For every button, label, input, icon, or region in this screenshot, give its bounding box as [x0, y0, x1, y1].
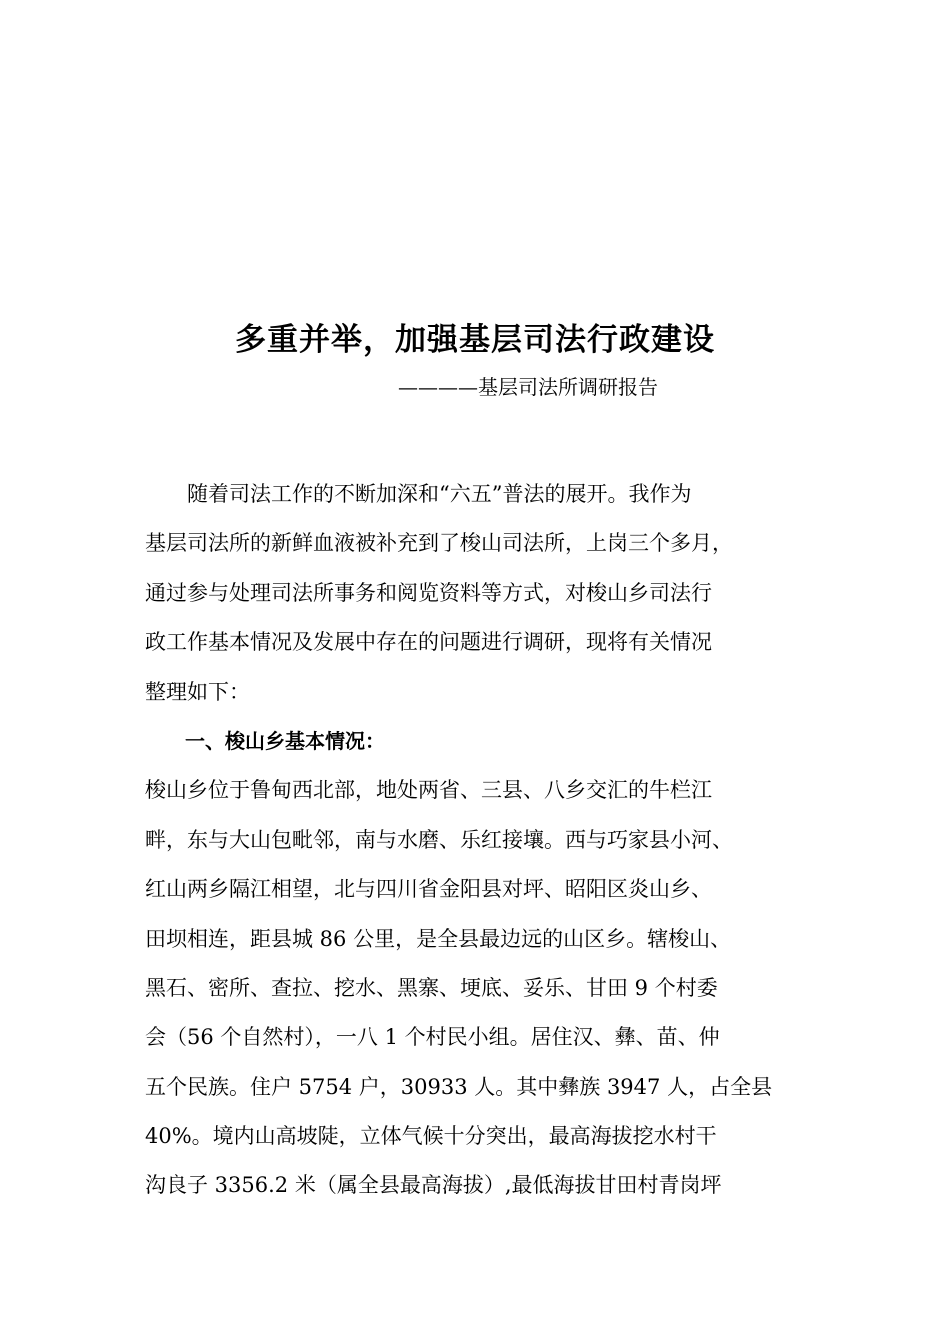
body-line: 沟良子 3356.2 米（属全县最高海拔）,最低海拔甘田村青岗坪 — [145, 1173, 722, 1198]
body-line: 通过参与处理司法所事务和阅览资料等方式，对梭山乡司法行 — [145, 580, 712, 605]
body-line: 红山两乡隔江相望，北与四川省金阳县对坪、昭阳区炎山乡、 — [145, 877, 712, 902]
body-line: 随着司法工作的不断加深和“六五”普法的展开。我作为 — [145, 482, 692, 506]
body-line: 政工作基本情况及发展中存在的问题进行调研，现将有关情况 — [145, 630, 712, 655]
section-heading: 一、梭山乡基本情况： — [145, 728, 385, 753]
body-line: 整理如下： — [145, 679, 250, 704]
body-line: 五个民族。住户 5754 户，30933 人。其中彝族 3947 人，占全县 — [145, 1074, 773, 1099]
document-subtitle: ————基层司法所调研报告 — [398, 375, 658, 399]
body-line: 梭山乡位于鲁甸西北部，地处两省、三县、八乡交汇的牛栏江 — [145, 778, 712, 803]
body-line: 畔，东与大山包毗邻，南与水磨、乐红接壤。西与巧家县小河、 — [145, 827, 733, 852]
document-body — [145, 470, 825, 1211]
body-line: 会（56 个自然村），一八 1 个村民小组。居住汉、彝、苗、仲 — [145, 1025, 720, 1050]
body-line: 基层司法所的新鲜血液被补充到了梭山司法所，上岗三个多月， — [145, 531, 733, 556]
document-title: 多重并举，加强基层司法行政建设 — [235, 322, 715, 358]
body-line: 田坝相连，距县城 86 公里，是全县最边远的山区乡。辖梭山、 — [145, 926, 732, 951]
body-line: 40%。境内山高坡陡，立体气候十分突出，最高海拔挖水村干 — [145, 1124, 717, 1149]
body-line: 黑石、密所、查拉、挖水、黑寨、埂底、妥乐、甘田 9 个村委 — [145, 975, 718, 1000]
